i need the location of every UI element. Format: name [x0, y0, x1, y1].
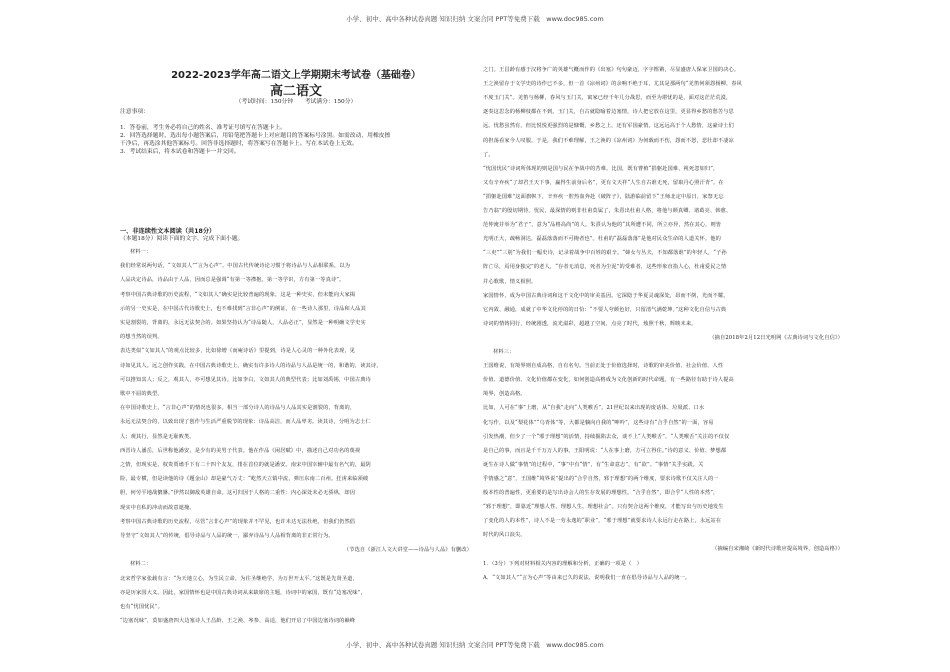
text-line: 光明正大，疏畅洞达，磊磊落落而不可掩者也”。杜甫的“磊磊落落”是他对民众生命的人道关怀。他的: [483, 236, 721, 243]
text-line: 在中国诗歌史上，“言非心声”的情况也很多。相当一部分诗人的诗品与人品其实是割裂的，背离的，: [120, 405, 356, 412]
text-line: 诗如见其人。远之创作实践，在中国古典诗歌史上，确实有许多诗人的诗品与人品是统一的，和谐的，读其诗，: [120, 362, 382, 369]
text-line: 了。: [483, 151, 494, 158]
text-line: 引发热潮，但少了一个“邪于理想”的活情，持续掘陷去众，谈不上“人类喉舌”。“人类喉舌”关注的不仅仅: [483, 433, 730, 440]
text-line: 险，最专横，但是读他的诗《题金山》却是豪气万丈：“屹然天立镇中流，弹压东南二百州。狂虏来临须破: [120, 476, 369, 483]
text-line: 比如，人可在“事”上磨，从“自我”走向“人类喉舌”。21世纪以来出现的废话体、垃圾派、口水: [483, 405, 705, 412]
text-line: 也有“忧国忧民”。: [120, 604, 163, 610]
text-line: 范仲淹并举为“君子”，意为“品格高尚”的人。朱熹认为他的“其所遭不同，所立亦异，然在其心，则皆: [483, 222, 722, 229]
text-line: 乎情感之“意”，王国维“境界说”提出的“合乎自然，邪于理想”的两个维度，要求诗歌不仅关注人的一: [483, 475, 719, 482]
text-line: “捐躯赴国难”这面旗帜下，辛弃疾一腔热血奔赴《破阵子》，陆游临前留下“王师北定中原日，家祭无忘: [483, 193, 724, 200]
text-line: 诞生在诗人做“事情”的过程中，“事”中有“情”，有“生命意志”，有“欲”。“事情”关乎实践，关: [483, 461, 704, 468]
text-line: 不度玉门关”。羌笛与杨柳，春风与玉门关，寓家已经千年几分战思，而至为堪忧的是，面对这茫茫荒漠，: [483, 95, 732, 102]
notice-item: 干净后，再选涂其他答案标号。回答非选择题时，将答案写在答题卡上。写在本试卷上无效。: [120, 141, 358, 147]
text-line: 阵亡尽，焉用身独完”的老人，“存者无消息，死者为尘泥”的受难者，这些形象直指人心，杜甫爱民之情: [483, 264, 727, 271]
text-line: 示的另一史实是，在中国古代诗歌史上，也不难找到“言非心声”的例证，在一些诗人那里，诗品和人品其: [120, 305, 366, 312]
text-line: 导坚守“文如其人”的传统，倡导诗品与人品的统一，鄙弃诗品与人品相背离的非正常行为。: [120, 533, 334, 539]
text-line: 现实中自私的冲动而故意遮掩。: [120, 504, 195, 511]
text-line: 之门。王昌龄有感于汉将争广的英雄气概而作的《出塞》句句豪迈，字字铿锵，尽显盛唐人保家卫国的决心。: [483, 67, 740, 73]
exam-info: （考试时间：150分钟 考试满分：150分）: [235, 99, 357, 105]
text-line: 人品决定诗品，诗品由于人品，因而总是强调“有第一等襟抱，第一等学识，方有第一等真诗”。: [120, 277, 345, 284]
text-line: 远。忧愁虽然有，但比悦悦更强烈的是慷慨，乡愁之上，还有军国豪情。这远远高于个人愁情，这豪诗士们: [483, 123, 734, 130]
text-line: 材料二：: [130, 561, 152, 568]
text-line: “三吏”“三别”为我们一幅史诗，记录着战争中百姓的艰辛。“婶女与丛夫，不知都落谁”的年轻人，“子孙: [483, 250, 727, 257]
text-line: 胆，何劳平地战貔貅。”伊然以御敌英雄自命。这可归因于人格的二重性：内心深处未必无骄纵，却因: [120, 490, 356, 497]
exam-subject: 高二语文: [269, 84, 322, 99]
text-line: 境界，创造高格。: [483, 391, 526, 398]
text-line: 的想当然的误判。: [120, 334, 163, 341]
text-line: A．“文如其人”“言为心声”等由来已久的说法，说明我们一直在倡导诗品与人品的统一。: [483, 574, 691, 581]
text-line: 人；观其行，显然是无耻败类。: [120, 433, 195, 440]
text-line: 般本性的普遍性，更重要的是写出诗会人的生存发展的理想性。“合乎自然”，即合乎“人性的本然”，: [483, 490, 719, 496]
text-line: 它内敛、融通，成就了中华文化停的的日恰：“不要人夸颜色好，只留清气满乾坤。”这种文化自信与古典: [483, 306, 727, 313]
text-line: 告乃翁”的殷切期待。忧民，最深情的则非杜甫莫属了，朱熹出杜甫人格，将他与颜真卿、诸葛亮、韩愈、: [483, 208, 732, 214]
text-line: 化写作，以及“梨花体”“乌青体”等，大都是躺向自我的“呻吟”，这些诗有“合乎自然”的一面，容易: [483, 419, 714, 426]
notice-item: 1．答卷前，考生务必将自己的姓名、准考证号填写在答题卡上。: [120, 125, 287, 131]
text-line: 1．（3分）下列对材料相关内容的理解和分析，正确的一项是（ ）: [483, 560, 643, 567]
text-line: “邪于理想”，即靠近“理想人性、理想人生、理想社会”。只有契合这两个维度，才能写出与历史地发生: [483, 504, 724, 511]
section-instruction: （本题18分）阅读下面的文字，完成下面小题。: [120, 236, 244, 242]
text-line: 并心歌歌，情义相照。: [483, 278, 537, 285]
text-line: 亦是历家国大义。因此，家国情怀也是中国古典诗词从来缺席的主题，诗词中的家国，既有“边塞况味”，: [120, 589, 366, 596]
text-line: 考察中国古典诗歌的历史流程，“文如其人”确实是比较普遍的现象，这是一种史实，但未能向大家揭: [120, 291, 356, 298]
text-line: 材料三：: [493, 349, 515, 355]
exam-title: 2022-2023学年高二语文上学期期末考试卷（基础卷）: [171, 70, 421, 81]
text-line: 家国情怀，成为中国古典诗词和这千文化中的审美基因。它深隐于华夏灵魂深处，昂而不倒，光而不耀。: [483, 292, 729, 299]
text-line: “忧国忧民”诗词所体现的则是国与民在争战中的苦难。比国，既有曹植“捐躯赴国难，视死忽如归”，: [483, 165, 719, 172]
text-line: （节选自《浙江人文大讲堂——诗品与人品》有删改）: [343, 547, 472, 554]
text-line: 歌中不屈的典型。: [120, 391, 163, 397]
text-line: 实是割裂的，背离的，永远无法契合的。如果坚持认为“诗品随人，人品必正”，显然是一种明确文学史实: [120, 320, 366, 326]
text-line: （摘自2018年2月12日光明网《古典诗词与文化自信》）: [709, 334, 843, 341]
page-header: 小学、初中、高中各种试卷真题 知识归纳 文案合同 PPT等免费下载 www.doc985.com: [346, 15, 604, 23]
text-line: 永远无法契合的，以致出现了创作与生活严重脱节的现象：诗品高洁，而人品卑劣。读其诗，分明为志士仁: [120, 419, 371, 426]
text-line: 价值、道德价值、文化价值都在变化，如何创造高格成为文化创新的时代命题。有一些路径有助于诗人提高: [483, 377, 734, 384]
text-line: 表达类似“文如其人”的观点比较多，比如徐增《而庵诗话》里提到，诗是人心灵的一种外化表现，见: [120, 348, 356, 355]
notice-item: 2．回答选择题时，选出每小题答案后，用铅笔把答题卡上对应题目的答案标号涂黑。如需改动，用橡皮擦: [120, 133, 391, 139]
text-line: 又有辛弃疾“了却君王天下事，赢得生前身后名”，更有文天祥“人生自古谁无死，留取丹心照汗青”。在: [483, 179, 724, 186]
text-line: 的担荡看家今人叹服。于是，我们不难理解，王之涣的《凉州词》为何载而不伤，怨而不怒，悲壮却不凄凉: [483, 137, 734, 144]
text-line: 逐奏这思念的杨柳枝都在不到。玉门关，自古就隐喻着边塞情，诗人把它放在这里，更显得乡愁的愁苦与思: [483, 109, 734, 116]
text-line: 是自己的事，而且是千千万万人的事。王阳明说：“人在事上磨，方可立得住。”诗的意义、价值、梦想都: [483, 447, 727, 454]
notice-item: 3．考试结束后，将本试卷和答题卡一并交回。: [120, 149, 240, 155]
text-line: 材料一：: [130, 249, 152, 255]
text-line: 西晋诗人潘岳，后世称他潘安，是少有的美男子代表。他在作品《闲居赋》中，描述自己对功名的蔑视: [120, 447, 361, 454]
text-line: 北宋哲学家张载有言：“为天地立心，为生民立命，为往圣继绝学，为万世开太平。”这既是先贤圣道，: [120, 575, 358, 582]
text-line: “边塞况味”，莫如盛唐四大边塞诗人王昌龄、王之涣、岑参、高适，他们开启了中国边塞诗词的巅峰: [120, 618, 356, 625]
text-line: 王之涣留存于文学史的诗作已不多，但一首《凉州词》的余响不绝于耳，尤其是那两句“羌笛何须怨杨柳，春风: [483, 81, 743, 88]
notice-label: 注意事项：: [120, 109, 149, 115]
text-line: （摘编自宋湘绮《新时代诗歌应提高境界，创造高格》）: [712, 546, 843, 553]
text-line: 可以推知其人；反之，观其人，亦可想见其诗。比如李白，文如其人的典型代表；比如刘禹锡，中国古典诗: [120, 376, 371, 383]
page-footer: 小学、初中、高中各种试卷真题 知识归纳 文案合同 PPT等免费下载 www.doc985.com: [346, 641, 604, 649]
text-line: 诗词的情铸同行，经统剧透，流光溢彩，超越了空间，点亮了时代，烛照千秋，辉映未来。: [483, 320, 697, 327]
text-line: 之情，但现实是，权贵贾谧手下有二十四个友友，排在首位的就是潘安。南宋中国宰辅中最有名气的，最阴: [120, 462, 371, 468]
text-line: 王国维说，有境界则自成高格，自有名句。当前正处于价值选择时，诗歌的审美价值、社会价值、人性: [483, 363, 724, 370]
text-line: 考察中国古典诗歌的历史流程，尽管“言非心声”的现象并不罕见，也许未达无法杜绝，但我们仍然倡: [120, 518, 356, 525]
section-title: 一、非连续性文本阅读（共18分）: [120, 228, 216, 235]
text-line: 了变化的人的本性”，诗人不是一劳永逸的“职业”，“邪于理想”就要求诗人永远行走在路上，永远站在: [483, 518, 722, 525]
text-line: 时代的风口浪尖。: [483, 532, 526, 539]
text-line: 我们经常说两句话，“文如其人”“言为心声”。中国古代传统诗论习惯于将诗品与人品相联系，以为: [120, 263, 351, 270]
